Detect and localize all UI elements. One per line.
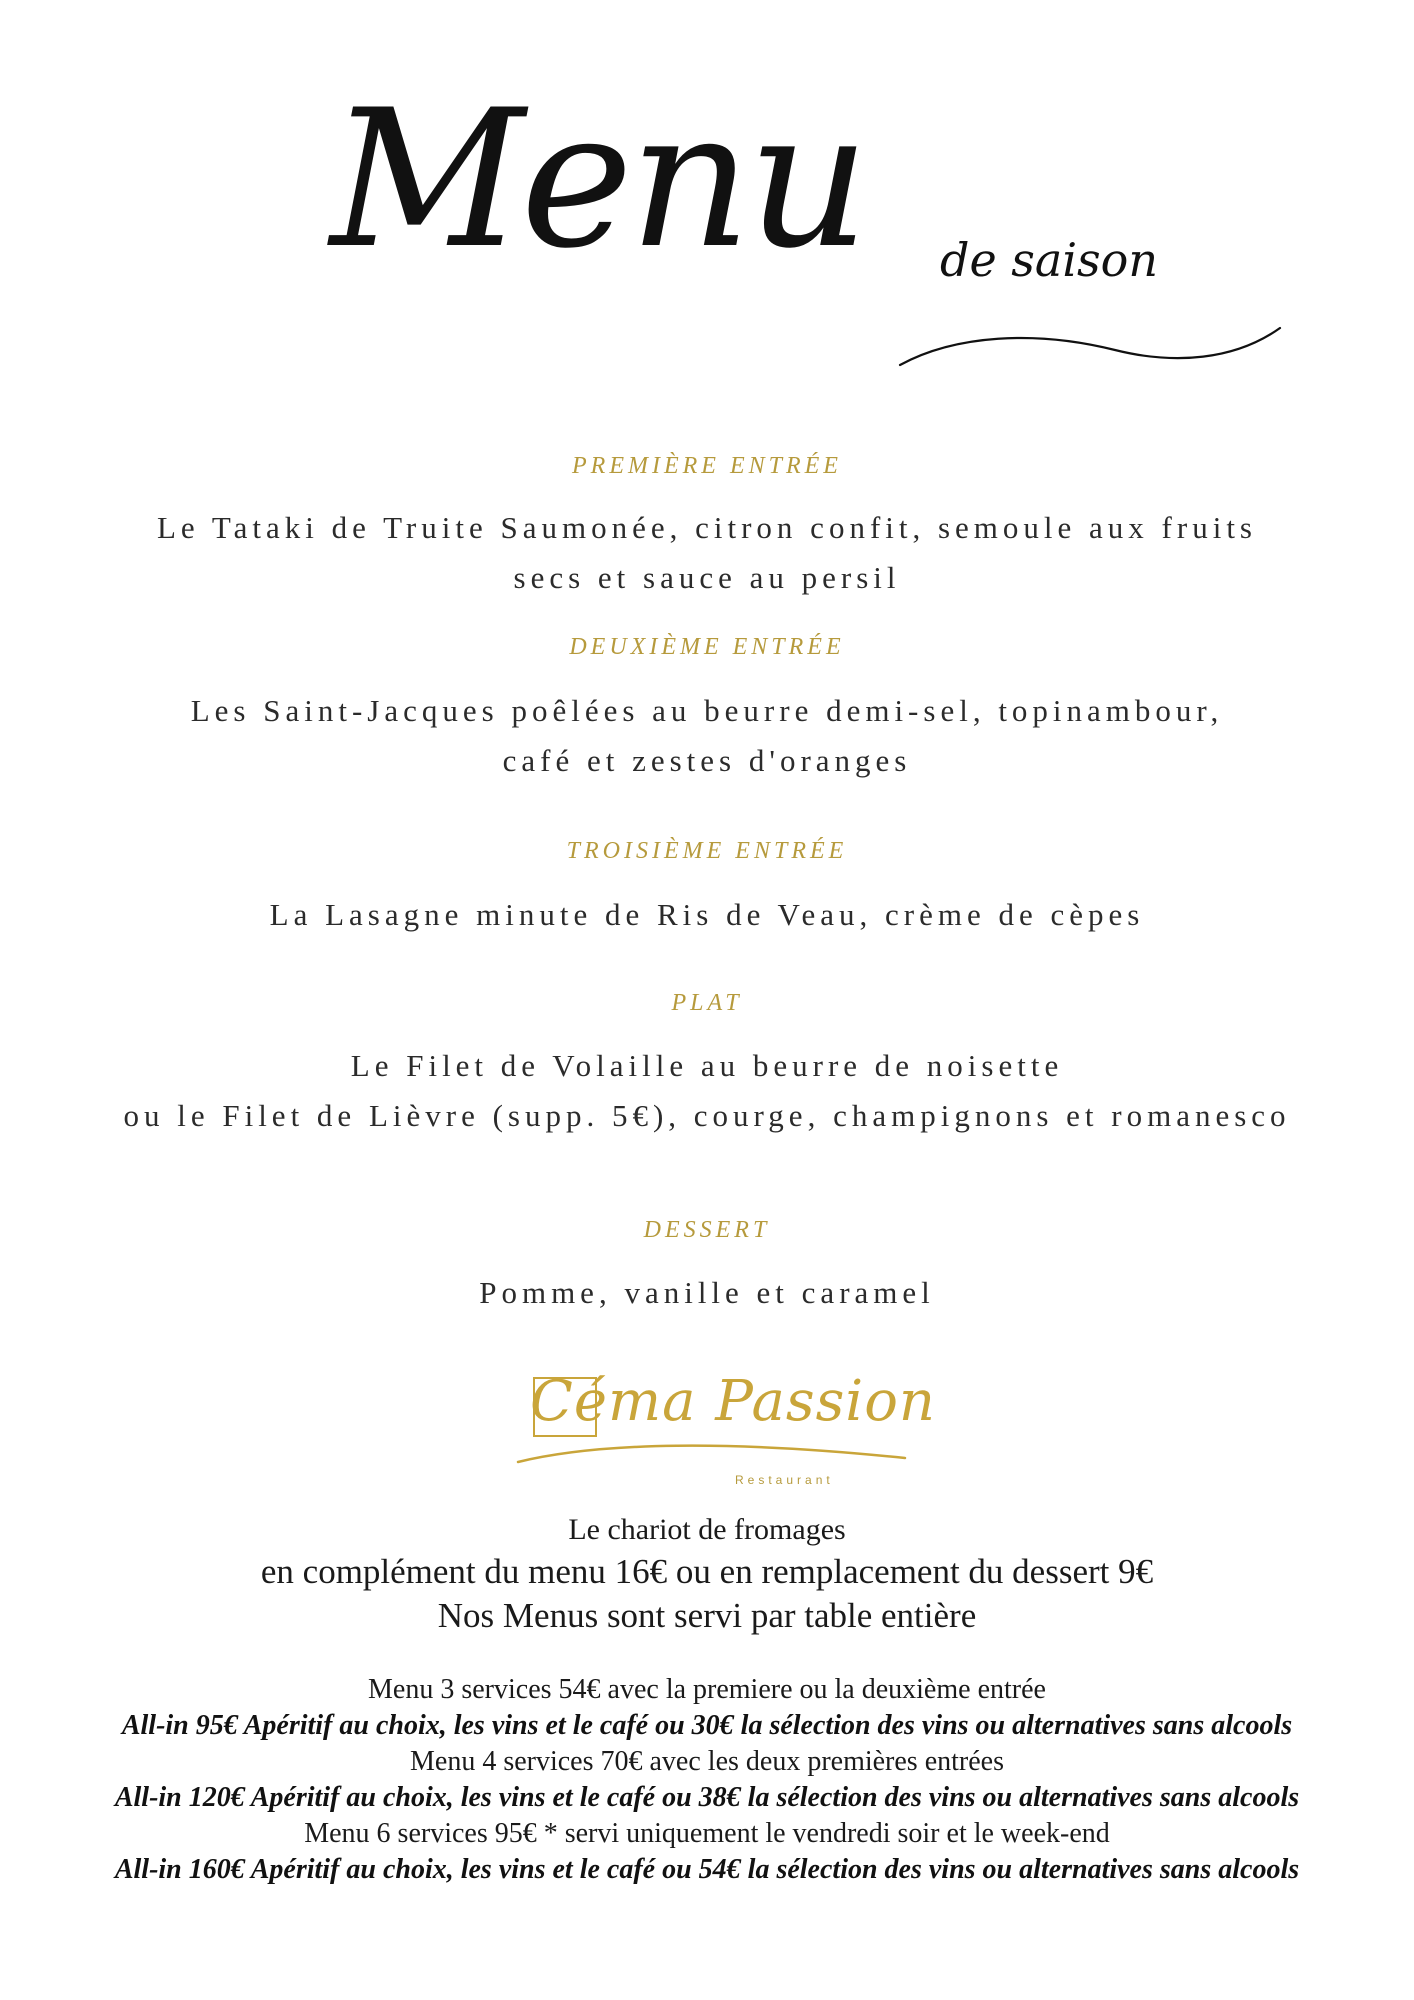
course-heading-premiere-entree: PREMIÈRE ENTRÉE xyxy=(572,453,842,479)
table-note: Nos Menus sont servi par table entière xyxy=(437,1596,977,1635)
course-heading-dessert: DESSERT xyxy=(643,1217,771,1243)
dish-line: Les Saint-Jacques poêlées au beurre demi-sel, topinambour, xyxy=(190,693,1224,728)
menu-price-line: Menu 3 services 54€ avec la premiere ou la deuxième entrée xyxy=(368,1674,1046,1705)
allin-price-line: All-in 95€ Apéritif au choix, les vins et le café ou 30€ la sélection des vins ou alternatives sans alcools xyxy=(121,1710,1293,1741)
decorative-swash xyxy=(895,320,1285,375)
dish-line: ou le Filet de Lièvre (supp. 5€), courge, champignons et romanesco xyxy=(123,1098,1291,1133)
dish-line: Le Filet de Volaille au beurre de noisette xyxy=(350,1048,1064,1083)
menu-title: Menu xyxy=(330,69,866,290)
allin-price-line: All-in 160€ Apéritif au choix, les vins et le café ou 54€ la sélection des vins ou alternatives sans alcools xyxy=(114,1854,1300,1885)
menu-price-line: Menu 6 services 95€ * servi uniquement le vendredi soir et le week-end xyxy=(304,1818,1110,1849)
menu-subtitle: de saison xyxy=(940,233,1158,287)
course-heading-deuxieme-entree: DEUXIÈME ENTRÉE xyxy=(569,634,845,660)
dish-line: Pomme, vanille et caramel xyxy=(479,1275,935,1310)
logo-name: Céma Passion xyxy=(530,1369,936,1434)
cheese-note: Le chariot de fromages xyxy=(568,1513,846,1546)
logo-tagline: Restaurant xyxy=(735,1473,834,1487)
dish-line: secs et sauce au persil xyxy=(513,560,901,595)
cheese-price-note: en complément du menu 16€ ou en remplacement du dessert 9€ xyxy=(260,1552,1154,1591)
dish-line: café et zestes d'oranges xyxy=(502,743,912,778)
course-heading-troisieme-entree: TROISIÈME ENTRÉE xyxy=(566,838,848,864)
dish-line: La Lasagne minute de Ris de Veau, crème de cèpes xyxy=(269,897,1145,932)
dish-line: Le Tataki de Truite Saumonée, citron confit, semoule aux fruits xyxy=(156,510,1257,545)
course-heading-plat: PLAT xyxy=(671,990,743,1016)
menu-price-line: Menu 4 services 70€ avec les deux premières entrées xyxy=(410,1746,1004,1777)
allin-price-line: All-in 120€ Apéritif au choix, les vins et le café ou 38€ la sélection des vins ou alternatives sans alcools xyxy=(114,1782,1300,1813)
